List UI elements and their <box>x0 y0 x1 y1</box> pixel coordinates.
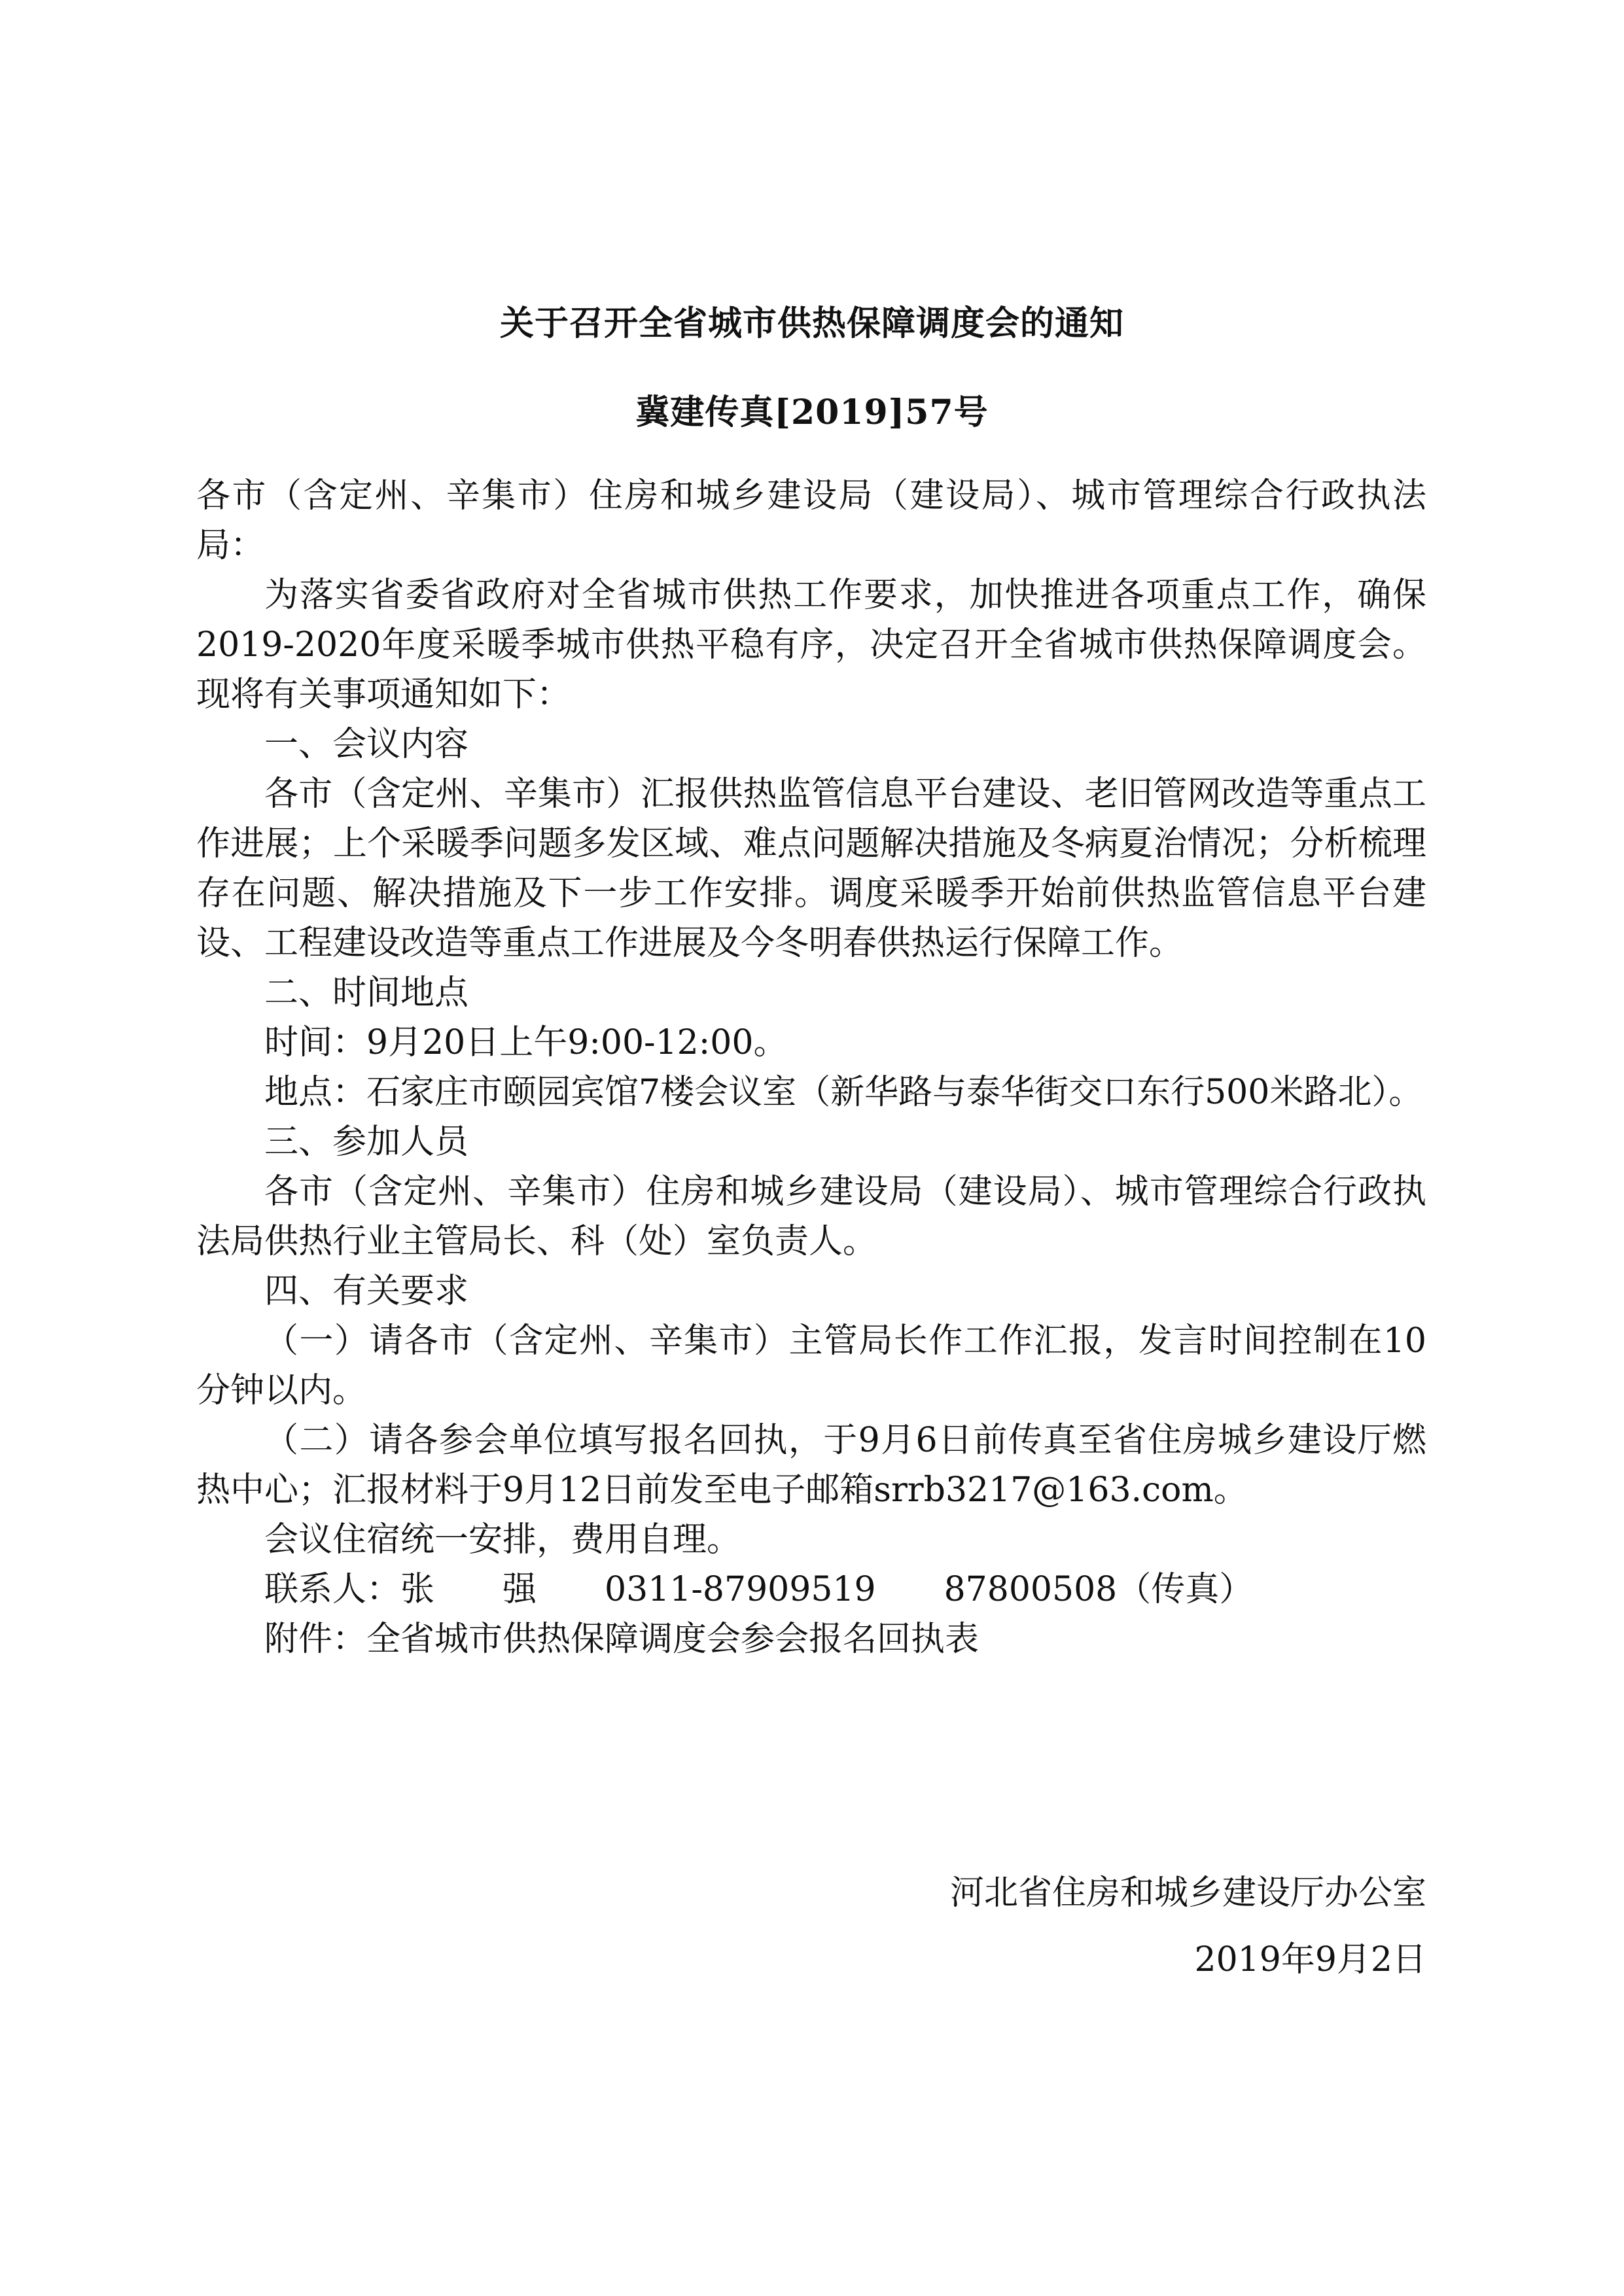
document-number: 冀建传真[2019]57号 <box>635 392 989 432</box>
section-2-time: 时间：9月20日上午9:00-12:00。 <box>264 1023 788 1062</box>
issuer-name: 河北省住房和城乡建设厅办公室 <box>949 1873 1426 1913</box>
issue-date: 2019年9月2日 <box>1194 1940 1426 1979</box>
section-1-heading: 一、会议内容 <box>264 725 469 764</box>
attachment-line: 附件：全省城市供热保障调度会参会报名回执表 <box>264 1620 980 1659</box>
addressee: 各市（含定州、辛集市）住房和城乡建设局（建设局）、城市管理综合行政执法局： <box>196 476 1426 565</box>
section-2-heading: 二、时间地点 <box>264 973 469 1013</box>
section-4-item-1: （一）请各市（含定州、辛集市）主管局长作工作汇报，发言时间控制在10分钟以内。 <box>196 1321 1426 1410</box>
intro-paragraph: 为落实省委省政府对全省城市供热工作要求，加快推进各项重点工作，确保2019-2020年度采暖季城市供热平稳有序，决定召开全省城市供热保障调度会。现将有关事项通知如下： <box>196 576 1426 714</box>
notice-title: 关于召开全省城市供热保障调度会的通知 <box>499 304 1124 343</box>
contact-line: 联系人：张 强 0311-87909519 87800508（传真） <box>264 1570 1254 1609</box>
section-2-place: 地点：石家庄市颐园宾馆7楼会议室（新华路与泰华街交口东行500米路北）。 <box>264 1073 1423 1112</box>
notice-body <box>196 471 1426 1664</box>
accommodation-note: 会议住宿统一安排，费用自理。 <box>264 1520 741 1559</box>
section-4-item-2: （二）请各参会单位填写报名回执，于9月6日前传真至省住房城乡建设厅燃热中心；汇报材料于9月12日前发至电子邮箱srrb3217@163.com。 <box>196 1421 1426 1510</box>
section-1-body: 各市（含定州、辛集市）汇报供热监管信息平台建设、老旧管网改造等重点工作进展；上个采暖季问题多发区域、难点问题解决措施及冬病夏治情况；分析梳理存在问题、解决措施及下一步工作安排。调度采暖季开始前供热监管信息平台建设、工程建设改造等重点工作进展及今冬明春供热运行保障工作。 <box>196 774 1426 963</box>
section-3-heading: 三、参加人员 <box>264 1122 469 1162</box>
section-3-body: 各市（含定州、辛集市）住房和城乡建设局（建设局）、城市管理综合行政执法局供热行业主管局长、科（处）室负责人。 <box>196 1172 1426 1261</box>
section-4-heading: 四、有关要求 <box>264 1272 469 1311</box>
